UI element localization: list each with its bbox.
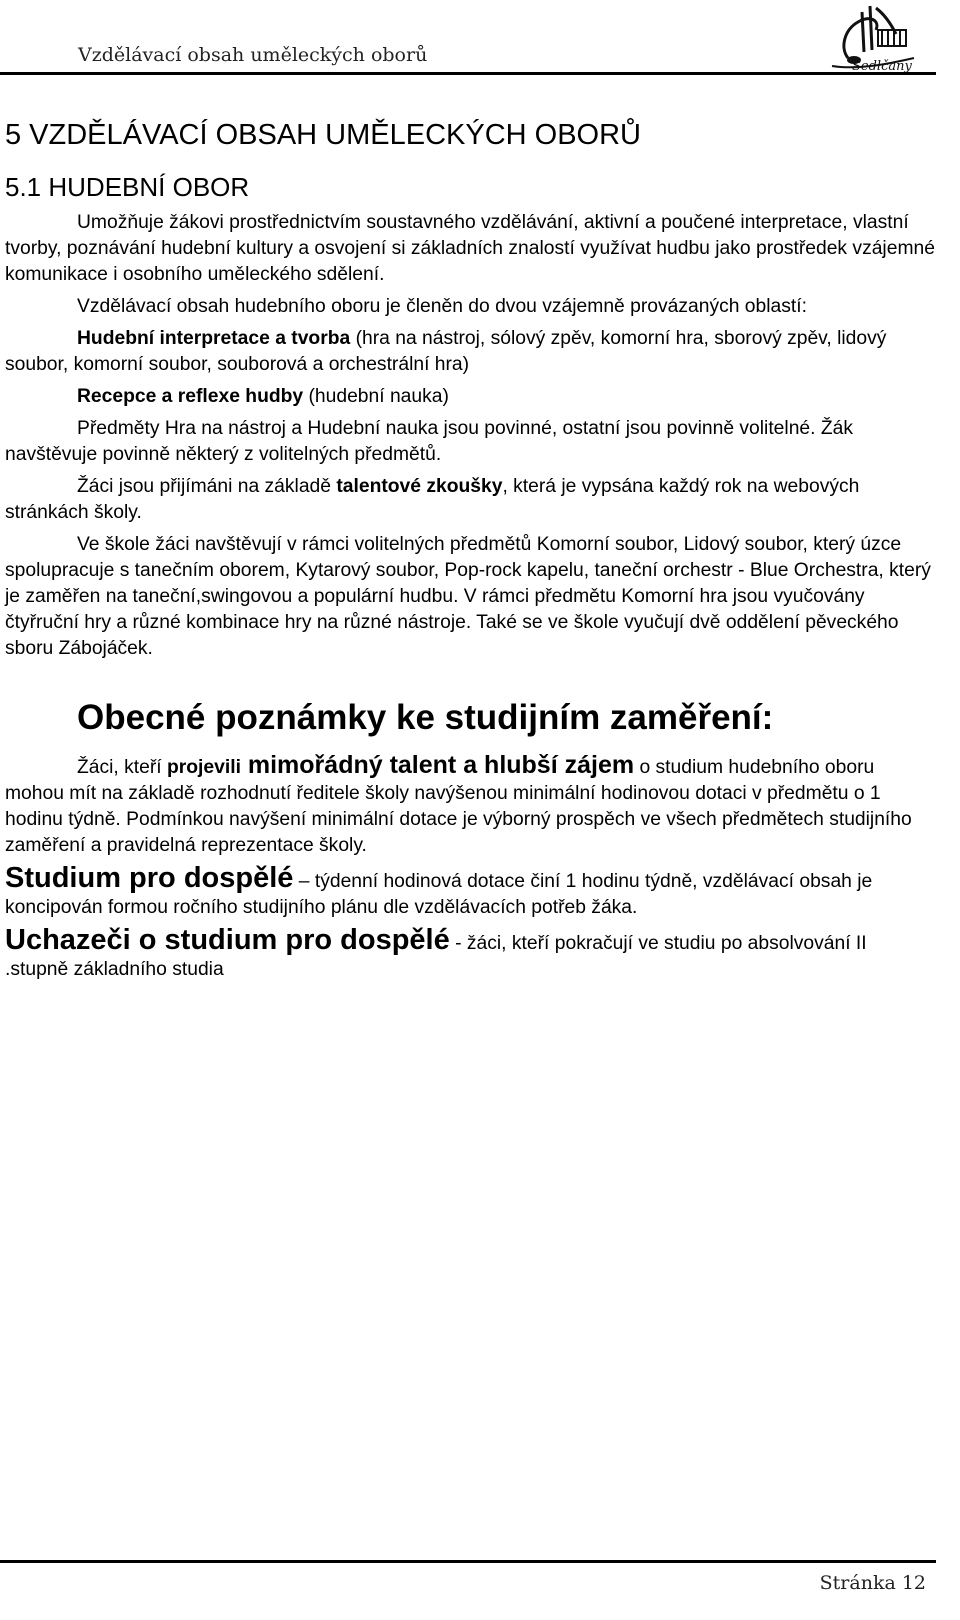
page-number: Stránka 12 xyxy=(819,1572,926,1594)
svg-text:Sedlčany: Sedlčany xyxy=(852,59,912,74)
chapter-heading: 5 VZDĚLÁVACÍ OBSAH UMĚLECKÝCH OBORŮ xyxy=(5,119,642,151)
paragraph-content-areas: Vzdělávací obsah hudebního oboru je členěn do dvou vzájemně provázaných oblastí: xyxy=(77,296,807,317)
footer-divider xyxy=(0,1560,936,1563)
paragraph-intro: Umožňuje žákovi prostřednictvím soustavného vzdělávání, aktivní a poučené interpretace, vlastní tvorby, poznávání hudební kultury a osvojení si základních znalostí využívat hudbu jako prostředek vzájemné komunikace i osobního uměleckého sdělení. xyxy=(5,212,935,285)
term-reception: Recepce a reflexe hudby xyxy=(77,386,304,407)
term-exceptional-talent: mimořádný talent a hlubší zájem xyxy=(240,751,635,779)
adult-applicants-text: - žáci, kteří pokračují ve studiu po absolvování II .stupně základního studia xyxy=(5,933,867,980)
paragraph-admission xyxy=(5,474,935,526)
text-admission-b: , která je vypsána každý rok na webových stránkách školy. xyxy=(5,476,860,523)
adult-applicants-heading: Uchazeči o studium pro dospělé xyxy=(5,924,450,956)
text-interpretation: (hra na nástroj, sólový zpěv, komorní hra, sborový zpěv, lidový soubor, komorní soubor, souborová a orchestrální hra) xyxy=(5,328,887,375)
text-admission-a: Žáci jsou přijímáni na základě xyxy=(77,476,337,497)
paragraph-interpretation xyxy=(5,326,935,378)
term-talent-exam: talentové zkoušky xyxy=(336,476,503,497)
adult-study-text: – týdenní hodinová dotace činí 1 hodinu týdně, vzdělávací obsah je koncipován formou ročního studijního plánu dle vzdělávacích potřeb žáka. xyxy=(5,871,873,918)
paragraph-adult-applicants xyxy=(5,924,935,983)
header-divider xyxy=(0,72,936,75)
term-interpretation: Hudební interpretace a tvorba xyxy=(77,328,351,349)
notes-heading: Obecné poznámky ke studijním zaměření: xyxy=(77,698,774,737)
document-body xyxy=(5,112,935,989)
music-note-logo-icon xyxy=(818,0,920,74)
paragraph-ensembles: Ve škole žáci navštěvují v rámci volitelných předmětů Komorní soubor, Lidový soubor, který úzce spolupracuje s tanečním oborem, Kytarový soubor, Pop-rock kapelu, taneční orchestr - Blue Orchestra, který je zaměřen na taneční,swingovou a populární hudbu. V rámci předmětu Komorní hra jsou vyučovány čtyřruční hry a různé kombinace hry na různé nástroje. Také se ve škole vyučují dvě oddělení pěveckého sboru Zábojáček. xyxy=(5,534,931,659)
paragraph-subjects: Předměty Hra na nástroj a Hudební nauka jsou povinné, ostatní jsou povinně volitelné. Žák navštěvuje povinně některý z volitelných předmětů. xyxy=(5,418,853,465)
paragraph-talented-students xyxy=(5,752,935,859)
text-talented-b: o studium hudebního oboru mohou mít na základě rozhodnutí ředitele školy navýšenou minimální hodinovou dotaci v předmětu o 1 hodinu týdně. Podmínkou navýšení minimální dotace je výborný prospěch ve všech předmětech studijního zaměření a pravidelná reprezentace školy. xyxy=(5,757,912,856)
adult-study-heading: Studium pro dospělé xyxy=(5,862,294,894)
subchapter-heading: 5.1 HUDEBNÍ OBOR xyxy=(5,172,250,202)
paragraph-reception xyxy=(5,384,935,410)
paragraph-adult-study xyxy=(5,862,935,921)
term-showed: projevili xyxy=(167,757,241,778)
text-talented-a: Žáci, kteří xyxy=(77,757,167,778)
text-reception: (hudební nauka) xyxy=(303,386,449,407)
running-header-title: Vzdělávací obsah uměleckých oborů xyxy=(78,44,428,66)
